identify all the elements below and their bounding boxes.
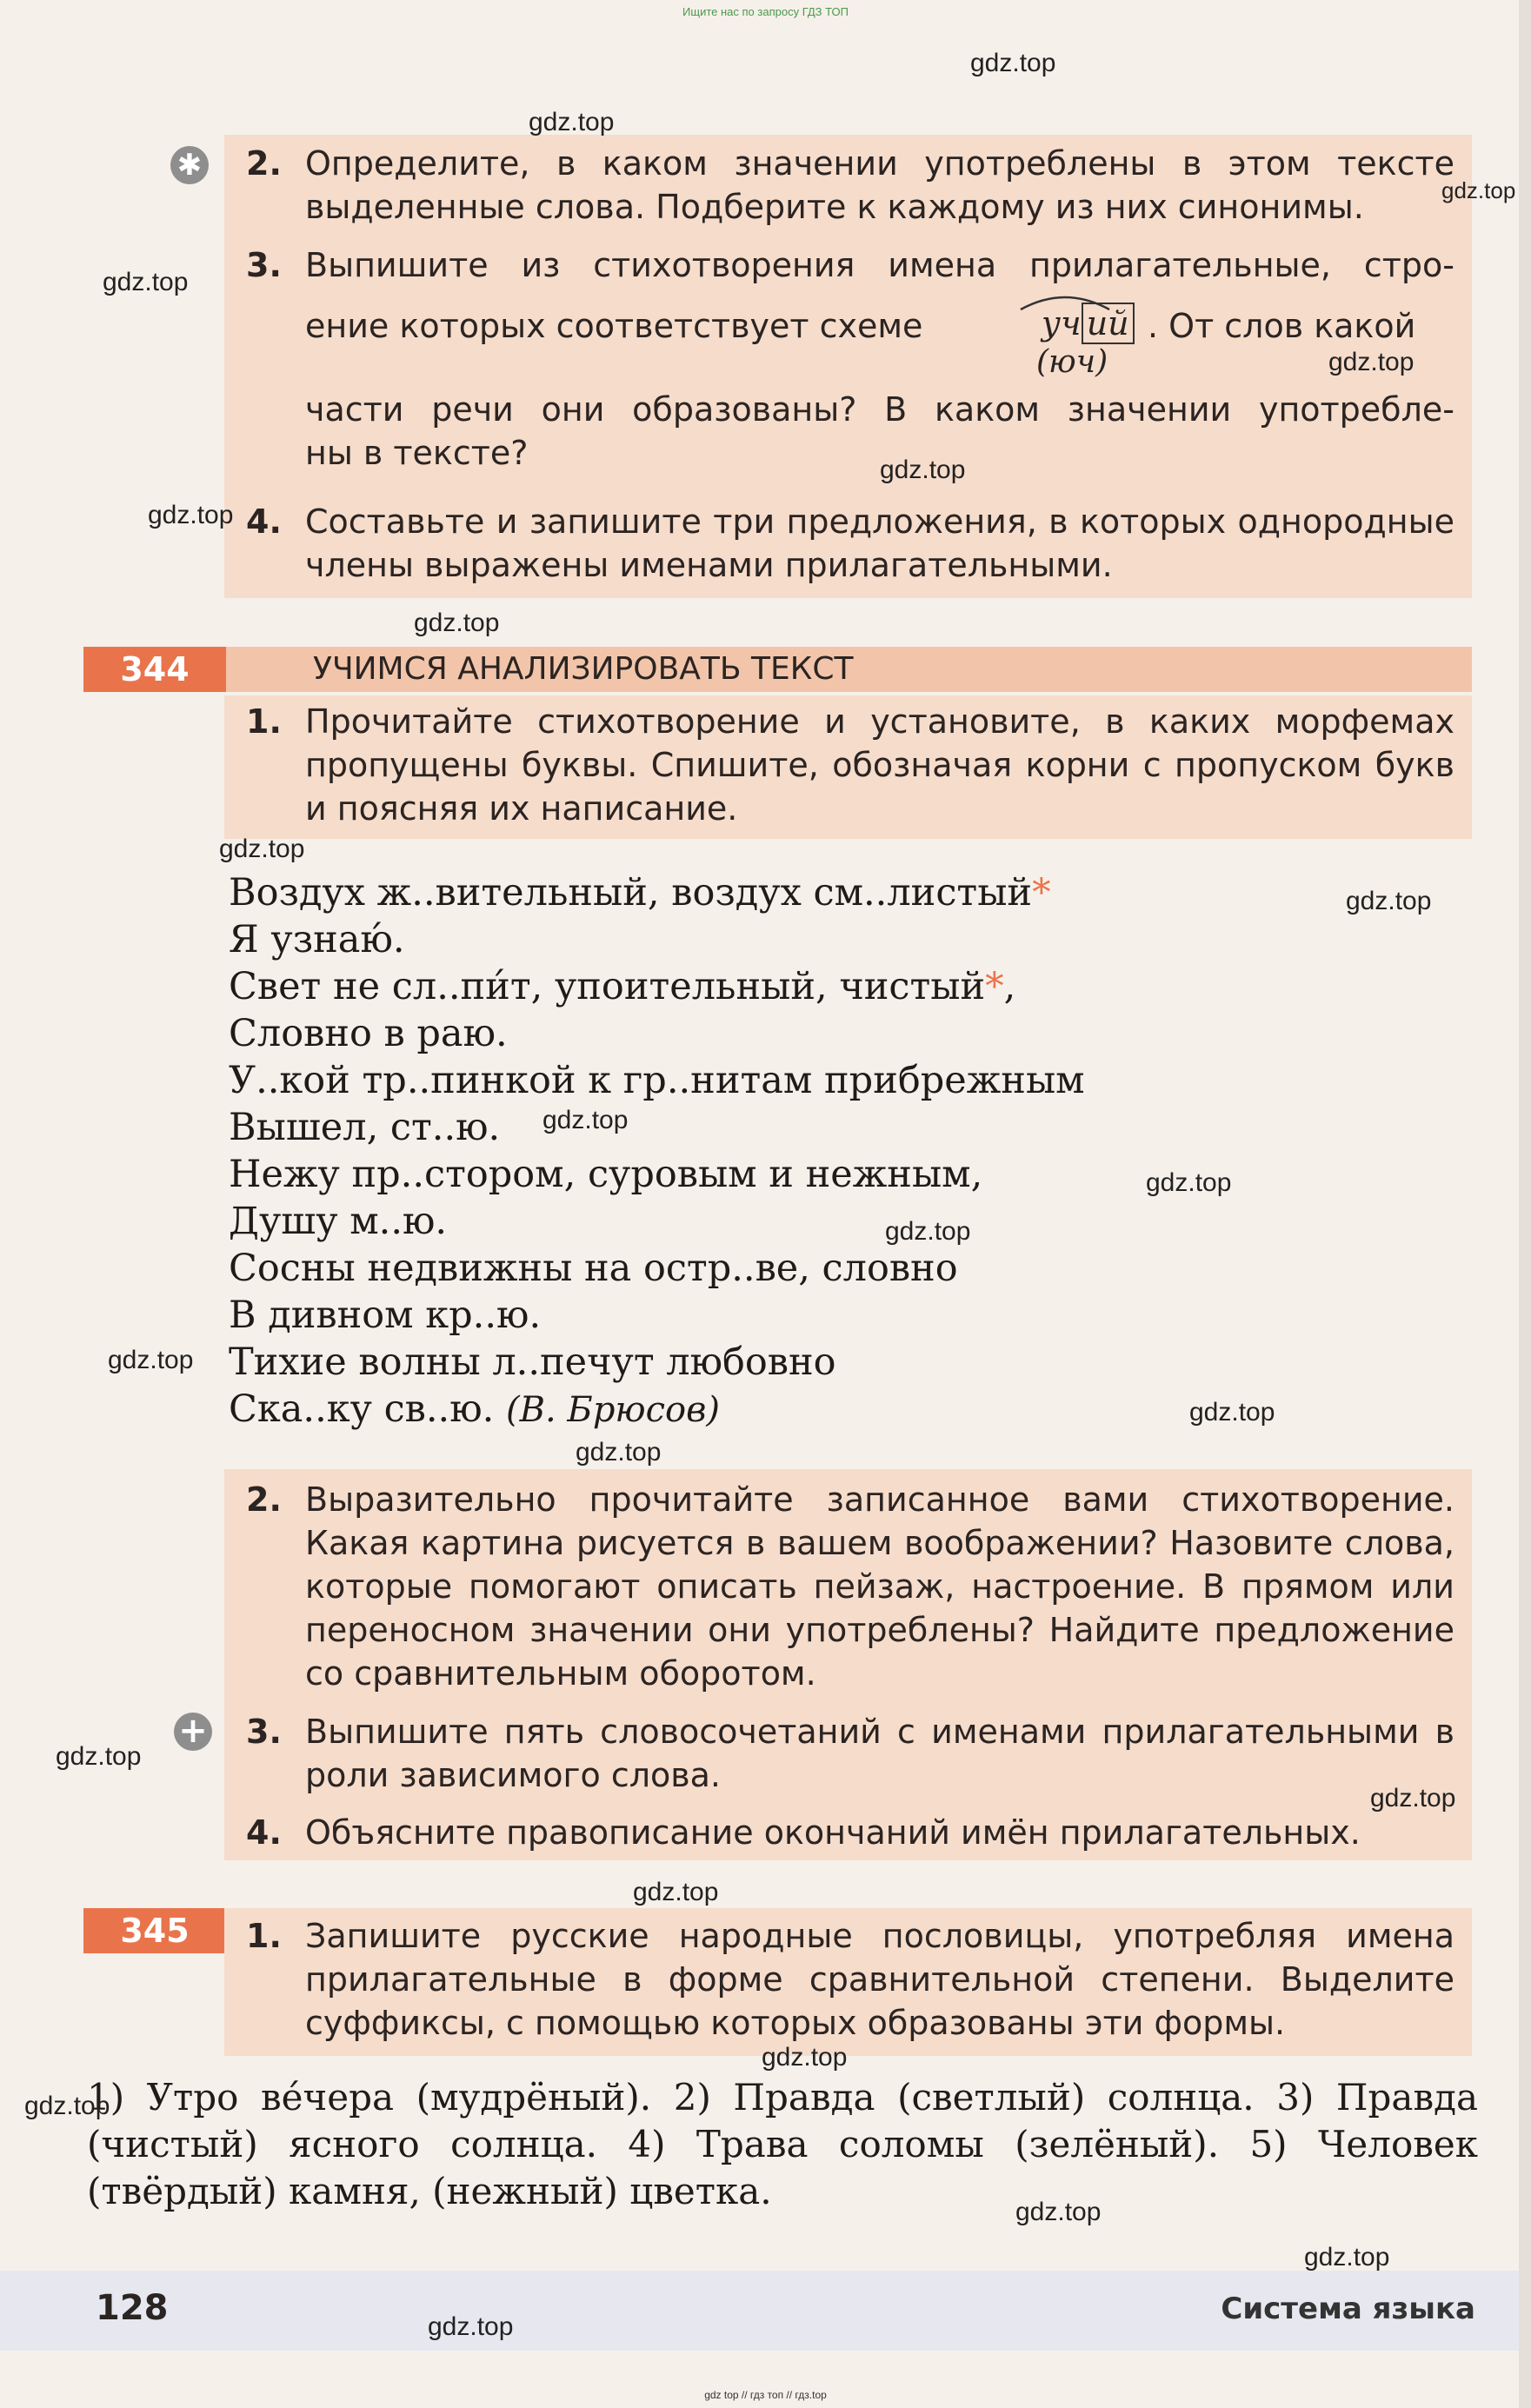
task-text-tail: . От слов какой <box>1148 307 1416 345</box>
task-text: Выразительно прочитайте записанное вами стихотворение. Какая картина рисуется в вашем воображении? Назовите слова, которые помогают описать пейзаж, настроение. В прямом или переносном значении они употреблены? Найдите предложение со сравнительным оборотом. <box>305 1480 1454 1693</box>
asterisk-mark: * <box>1032 871 1051 915</box>
watermark: gdz.top <box>1370 1784 1456 1813</box>
watermark: gdz.top <box>970 49 1056 77</box>
watermark: gdz.top <box>24 2092 110 2120</box>
watermark: gdz.top <box>1346 887 1432 915</box>
poem-line: Вышел, ст..ю. <box>229 1106 501 1149</box>
task-number: 1. <box>246 1917 282 1955</box>
task-number: 1. <box>246 702 282 741</box>
poem-line: Нежу пр..стором, суровым и нежным, <box>229 1153 983 1196</box>
task-text-line2: ение которых соответствует схеме <box>305 307 923 345</box>
scheme-suffix: ий <box>1082 303 1135 344</box>
watermark: gdz.top <box>885 1217 971 1246</box>
poem-line: Словно в раю. <box>229 1012 508 1055</box>
prev-task-3-line3 <box>305 388 1454 431</box>
scheme-root: уч <box>1042 304 1082 343</box>
header-title: УЧИМСЯ АНАЛИЗИРОВАТЬ ТЕКСТ <box>313 651 854 687</box>
bottom-note: gdz top // гдз топ // гдз.top <box>704 2389 827 2401</box>
watermark: gdz.top <box>762 2043 848 2072</box>
task-text: Составьте и запишите три предложения, в которых однородные члены выражены именами прилагательными. <box>305 502 1454 584</box>
page-edge <box>1519 0 1531 2408</box>
exercise-344-number: 344 <box>83 647 226 692</box>
poem-line: Тихие волны л..печут любовно <box>229 1340 836 1384</box>
task-number: 3. <box>246 1713 282 1751</box>
watermark: gdz.top <box>1441 177 1516 203</box>
watermark: gdz.top <box>1146 1168 1232 1197</box>
section-name: Система языка <box>1221 2292 1475 2326</box>
asterisk-mark: * <box>985 965 1004 1008</box>
poem-line: Я узнаю́. <box>229 918 405 961</box>
task-text-line4: ны в тексте? <box>305 434 529 472</box>
poem-line: В дивном кр..ю. <box>229 1294 542 1337</box>
watermark: gdz.top <box>103 268 189 296</box>
watermark: gdz.top <box>1304 2243 1390 2272</box>
prev-task-3-line2 <box>305 304 1001 348</box>
watermark: gdz.top <box>428 2312 514 2341</box>
poem-line: Ска..ку св..ю. (В. Брюсов) <box>229 1387 721 1431</box>
task-number: 4. <box>246 502 282 541</box>
watermark: gdz.top <box>414 609 500 637</box>
watermark: gdz.top <box>633 1878 719 1906</box>
page-number: 128 <box>96 2288 169 2328</box>
task-text: Определите, в каком значении употреблены в этом тексте выделенные слова. Подберите к каждому из них синонимы. <box>305 144 1454 226</box>
poem-line: У..кой тр..пинкой к гр..нитам прибрежным <box>229 1059 1085 1102</box>
exercise-345-number: 345 <box>83 1908 226 1953</box>
poem-author: (В. Брюсов) <box>506 1390 721 1430</box>
watermark: gdz.top <box>576 1438 662 1467</box>
task-text: Прочитайте стихотворение и установите, в каких морфемах пропущены буквы. Спишите, обозначая корни с пропуском букв и поясняя их написание. <box>305 702 1454 828</box>
task-text: Запишите русские народные пословицы, употребляя имена прилагательные в форме сравнительной степени. Выделите суффиксы, с помощью которых образованы эти формы. <box>305 1917 1454 2042</box>
morpheme-scheme <box>1042 304 1135 343</box>
poem-line: Душу м..ю. <box>229 1200 448 1243</box>
watermark: gdz.top <box>108 1346 194 1374</box>
top-note: Ищите нас по запросу ГДЗ ТОП <box>682 5 849 18</box>
task-text-line1: Выпишите из стихотворения имена прилагательные, стро- <box>305 246 1454 284</box>
watermark: gdz.top <box>1328 348 1415 376</box>
watermark: gdz.top <box>543 1106 629 1134</box>
plus-icon: + <box>174 1713 212 1751</box>
watermark: gdz.top <box>529 108 615 136</box>
exercise-344-header <box>83 647 1472 692</box>
watermark: gdz.top <box>148 501 234 529</box>
poem-line: Сосны недвижны на остр..ве, словно <box>229 1247 958 1290</box>
asterisk-icon: ✱ <box>170 146 209 184</box>
proverbs-list: 1) Утро ве́чера (мудрёный). 2) Правда (светлый) солнца. 3) Правда (чистый) ясного солнца. 4) Трава соломы (зелёный). 5) Человек (твёрдый) камня, (нежный) цветка. <box>87 2076 1478 2212</box>
task-text: Объясните правописание окончаний имён прилагательных. <box>305 1813 1361 1852</box>
watermark: gdz.top <box>56 1742 142 1771</box>
task-number: 4. <box>246 1813 282 1852</box>
task-number: 3. <box>246 246 282 284</box>
poem-line: Свет не сл..пи́т, упоительный, чистый*, <box>229 965 1016 1008</box>
task-number: 2. <box>246 144 282 183</box>
prev-task-3-line2-end <box>1148 304 1415 348</box>
root-arc-icon <box>1017 290 1113 311</box>
watermark: gdz.top <box>219 835 305 863</box>
task-text: Выпишите пять словосочетаний с именами прилагательными в роли зависимого слова. <box>305 1713 1454 1794</box>
task-number: 2. <box>246 1480 282 1519</box>
poem-line: Воздух ж..вительный, воздух см..листый* <box>229 871 1051 915</box>
watermark: gdz.top <box>880 456 966 484</box>
task-text-line3: части речи они образованы? В каком значении употребле- <box>305 390 1454 429</box>
watermark: gdz.top <box>1015 2198 1102 2226</box>
watermark: gdz.top <box>1189 1398 1275 1427</box>
scheme-alt: (юч) <box>1036 344 1108 380</box>
